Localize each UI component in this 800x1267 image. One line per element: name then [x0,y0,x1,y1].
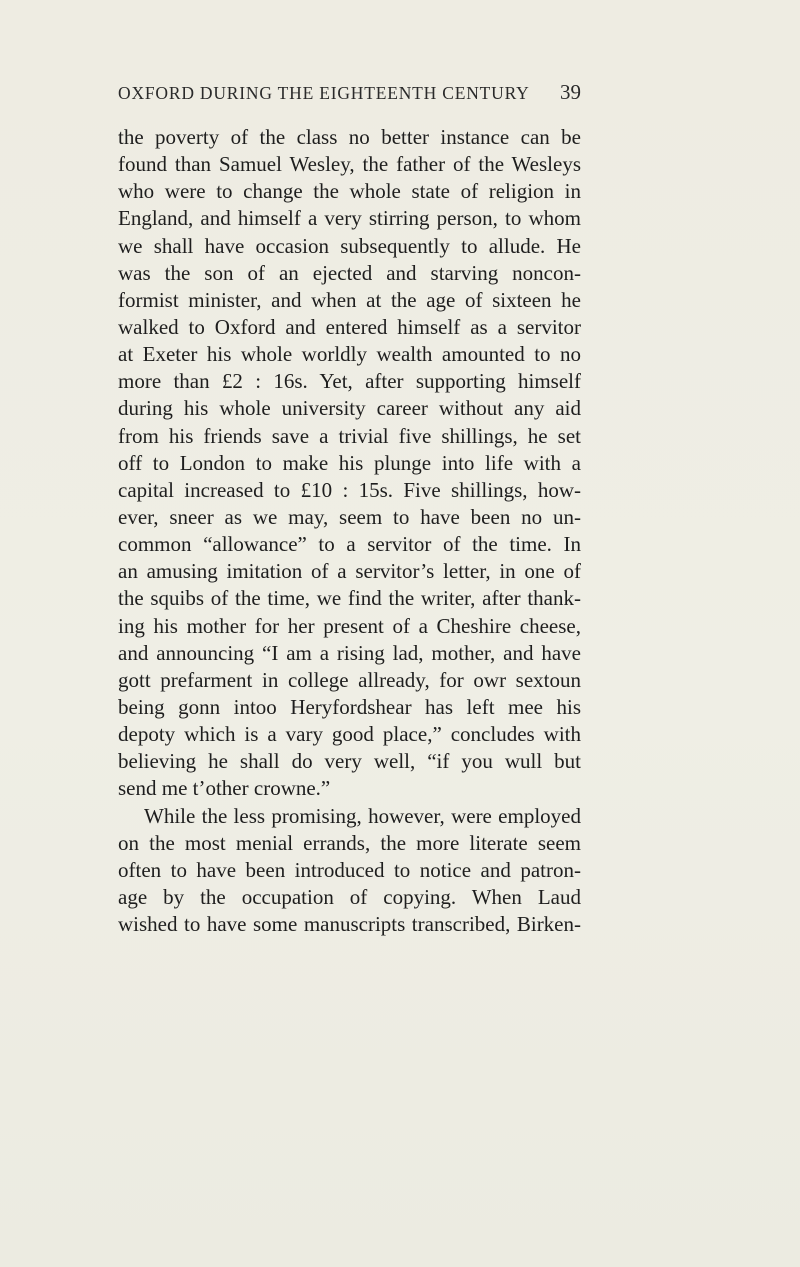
text-line: from his friends save a trivial five shillings, he set [118,423,581,448]
text-line: While the less promising, however, were employed [144,803,581,828]
text-line: often to have been introduced to notice and patron- [118,857,581,882]
text-line: on the most menial errands, the more literate seem [118,830,581,855]
text-line: the poverty of the class no better instance can be [118,125,581,149]
text-line: ever, sneer as we may, seem to have been no un- [118,504,581,529]
text-line: who were to change the whole state of religion in [118,179,581,204]
text-line: during his whole university career without any aid [118,396,581,421]
text-line: depoty which is a vary good place,” concludes with [118,722,581,747]
text-line: common “allowance” to a servitor of the time. In [118,532,581,557]
text-line: believing he shall do very well, “if you wull but [118,749,581,774]
text-line: was the son of an ejected and starving noncon- [118,260,581,285]
text-line: send me t’other crowne.” [118,776,331,801]
text-line: off to London to make his plunge into life with a [118,450,581,475]
text-line: at Exeter his whole worldly wealth amounted to no [118,342,581,367]
text-line: formist minister, and when at the age of sixteen he [118,287,581,312]
text-line: England, and himself a very stirring person, to whom [118,206,581,231]
running-title: OXFORD DURING THE EIGHTEENTH CENTURY [118,83,530,103]
paragraph-1 [118,124,581,803]
text-line: and announcing “I am a rising lad, mother, and have [118,640,581,665]
text-line: gott prefarment in college allready, for owr sextoun [118,667,581,692]
text-line: more than £2 : 16s. Yet, after supporting himself [118,369,581,394]
text-line: wished to have some manuscripts transcribed, Birken- [118,912,581,937]
text-line: being gonn intoo Heryfordshear has left mee his [118,694,581,719]
running-header [118,80,581,105]
page-number: 39 [560,80,581,104]
text-line: we shall have occasion subsequently to allude. He [118,233,581,258]
text-line: walked to Oxford and entered himself as a servitor [118,314,581,339]
text-line: an amusing imitation of a servitor’s letter, in one of [118,559,581,584]
text-line: age by the occupation of copying. When Laud [118,884,581,909]
paragraph-2 [118,803,581,939]
text-line: the squibs of the time, we find the writer, after thank- [118,586,581,611]
text-line: ing his mother for her present of a Cheshire cheese, [118,613,581,638]
text-line: found than Samuel Wesley, the father of the Wesleys [118,152,581,177]
body-text [118,124,581,938]
text-line: capital increased to £10 : 15s. Five shillings, how- [118,477,581,502]
